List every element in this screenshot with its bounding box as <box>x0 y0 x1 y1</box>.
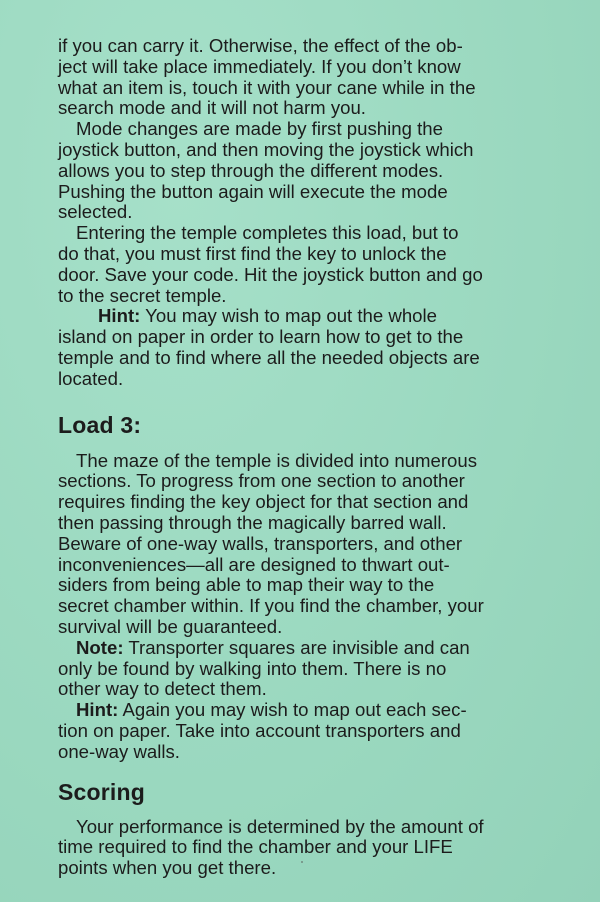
intro-hint-paragraph <box>58 306 560 389</box>
text-line: selected. <box>58 201 133 223</box>
text-line: joystick button, and then moving the joystick which <box>58 138 474 160</box>
load3-note-paragraph <box>58 638 560 700</box>
text-line: secret chamber within. If you find the chamber, your <box>58 595 484 617</box>
text-line: located. <box>58 367 124 389</box>
text-line: island on paper in order to learn how to get to the <box>58 326 464 348</box>
load3-hint-paragraph <box>58 700 560 762</box>
text-line: Your performance is determined by the amount of <box>76 815 484 837</box>
text-line: then passing through the magically barred wall. <box>58 511 447 533</box>
text-line: what an item is, touch it with your cane while in the <box>58 76 476 98</box>
intro-paragraph-items <box>58 36 560 119</box>
hint-text: Again you may wish to map out each sec- <box>118 699 467 721</box>
text-line: Entering the temple completes this load, but to <box>76 222 459 244</box>
intro-paragraph-temple <box>58 223 560 306</box>
text-line: ject will take place immediately. If you don’t know <box>58 55 461 77</box>
hint-label: Hint: <box>76 699 119 721</box>
text-line: door. Save your code. Hit the joystick button and go <box>58 263 483 285</box>
text-line: inconveniences—all are designed to thwart out- <box>58 553 450 575</box>
intro-paragraph-modes <box>58 119 560 223</box>
text-line: search mode and it will not harm you. <box>58 97 366 119</box>
text-line: one-way walls. <box>58 740 180 762</box>
print-speck <box>301 861 303 863</box>
text-line: time required to find the chamber and your LIFE <box>58 836 453 858</box>
text-line: The maze of the temple is divided into numerous <box>76 449 478 471</box>
note-text: Transporter squares are invisible and can <box>123 636 470 658</box>
text-line: allows you to step through the different modes. <box>58 159 444 181</box>
text-line: only be found by walking into them. There is no <box>58 657 447 679</box>
note-label: Note: <box>76 636 124 658</box>
load3-paragraph-maze <box>58 451 560 638</box>
hint-text: You may wish to map out the whole <box>140 305 437 327</box>
text-line: if you can carry it. Otherwise, the effect of the ob- <box>58 35 463 56</box>
text-line <box>58 306 560 327</box>
text-line: tion on paper. Take into account transporters and <box>58 719 461 741</box>
text-line: siders from being able to map their way to the <box>58 574 435 596</box>
text-line: do that, you must first find the key to unlock the <box>58 242 447 264</box>
text-line: sections. To progress from one section to another <box>58 470 465 492</box>
text-line: points when you get there. <box>58 857 277 879</box>
text-line <box>58 638 560 659</box>
text-line: Beware of one-way walls, transporters, and other <box>58 532 463 554</box>
text-line: requires finding the key object for that section and <box>58 491 469 513</box>
section-heading-load3: Load 3: <box>58 411 142 438</box>
hint-label: Hint: <box>98 305 141 327</box>
section-heading-scoring: Scoring <box>58 778 146 805</box>
text-line: Pushing the button again will execute the mode <box>58 180 448 202</box>
text-line <box>58 700 560 721</box>
text-line: Mode changes are made by first pushing the <box>76 118 443 140</box>
text-line: other way to detect them. <box>58 678 267 700</box>
text-line: temple and to find where all the needed objects are <box>58 346 480 368</box>
text-line: survival will be guaranteed. <box>58 615 283 637</box>
scoring-paragraph <box>58 817 560 879</box>
text-line: to the secret temple. <box>58 284 227 306</box>
